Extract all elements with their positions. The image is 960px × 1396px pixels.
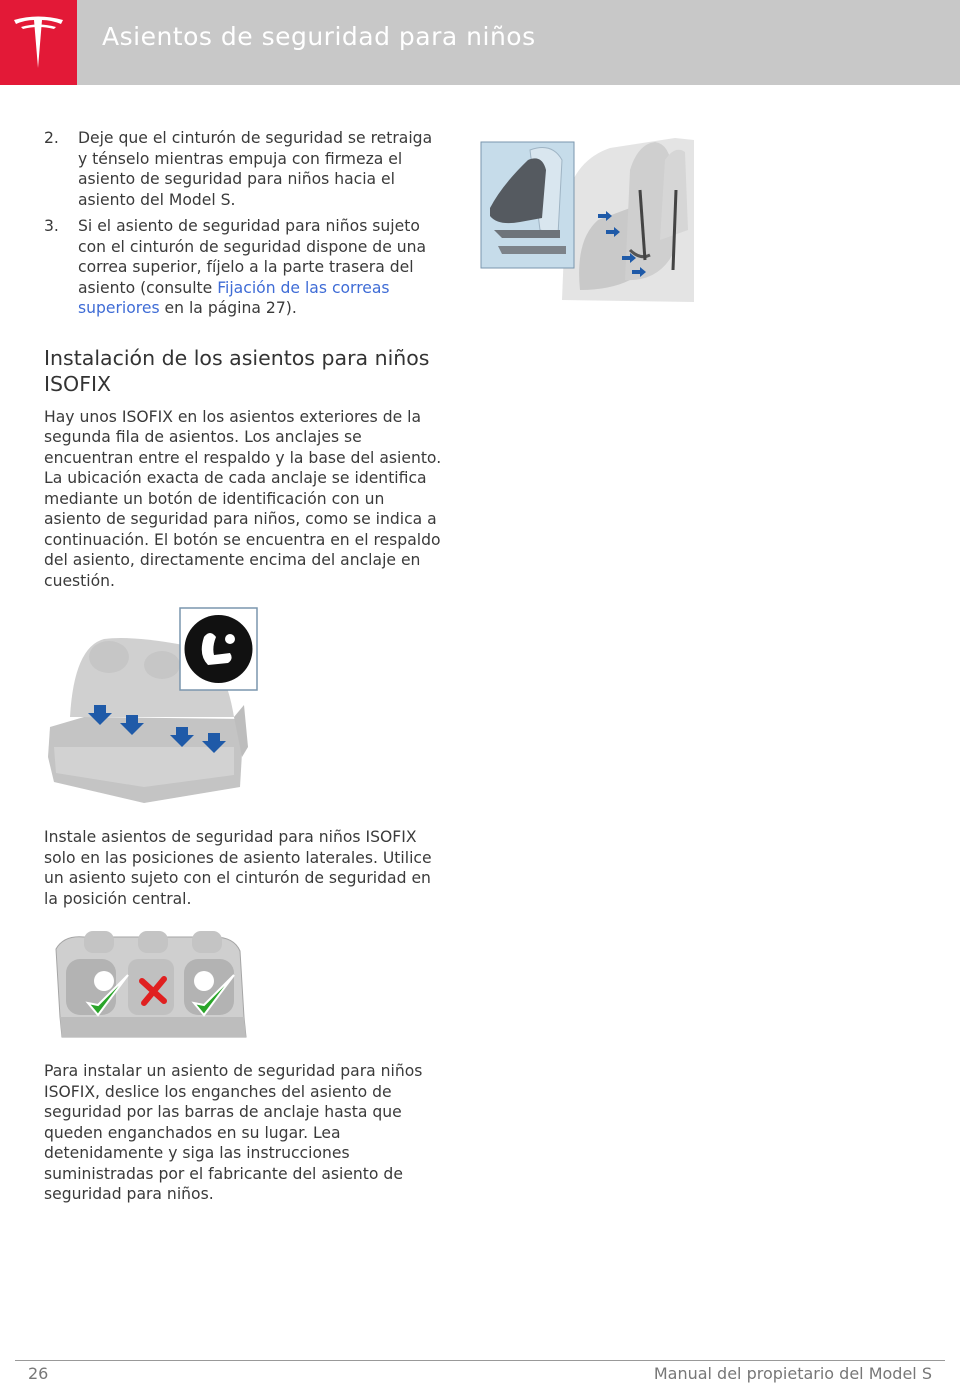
list-item [44, 128, 442, 210]
isofix-icon [94, 971, 114, 991]
isofix-anchor-seat-illustration [44, 607, 264, 807]
isofix-paragraph: Hay unos ISOFIX en los asientos exteriores de la segunda fila de asientos. Los anclajes se encuentran entre el respaldo y la base del asiento. La ubicación exacta de cada anclaje se identifica mediante un botón de identificación con un asiento de seguridad para niños, como se indica a continuación. El botón se encuentra en el respaldo del asiento, directamente encima del anclaje en cuestión. [44, 407, 442, 590]
tesla-logo-icon [11, 14, 66, 72]
page-number: 26 [28, 1364, 49, 1383]
manual-title: Manual del propietario del Model S [653, 1364, 932, 1383]
page-header [0, 0, 960, 85]
step-text: Deje que el cinturón de seguridad se retraiga y ténselo mientras empuja con firmeza el asiento de seguridad para niños hacia el asiento del Model S. [78, 129, 433, 209]
step-number: 2. [44, 129, 59, 147]
isofix-icon [194, 971, 214, 991]
logo-box [0, 0, 77, 85]
footer-divider [15, 1360, 945, 1361]
installation-paragraph: Para instalar un asiento de seguridad para niños ISOFIX, deslice los enganches del asiento de seguridad por las barras de anclaje hasta que queden enganchados en su lugar. Lea detenidamente y siga las instrucciones suministradas por el fabricante del asiento de seguridad para niños. [44, 1062, 423, 1203]
step-text-after: en la página 27). [159, 299, 297, 317]
top-tether-link[interactable]: Fijación de las correas superiores [78, 278, 390, 317]
section-heading: Instalación de los asientos para niños ISOFIX [44, 345, 430, 396]
isofix-positions-illustration [44, 929, 254, 1041]
step-number: 3. [44, 217, 59, 235]
step-text-before: Si el asiento de seguridad para niños sujeto con el cinturón de seguridad dispone de una correa superior, fíjelo a la parte trasera del asiento (consulte [78, 217, 427, 297]
lateral-positions-paragraph: Instale asientos de seguridad para niños ISOFIX solo en las posiciones de asiento laterales. Utilice un asiento sujeto con el cinturón de seguridad en la posición central. [44, 828, 432, 908]
page-title: Asientos de seguridad para niños [102, 22, 536, 51]
list-item [44, 216, 442, 319]
isofix-button-icon [185, 615, 253, 683]
seatbelt-child-seat-illustration [480, 130, 696, 305]
